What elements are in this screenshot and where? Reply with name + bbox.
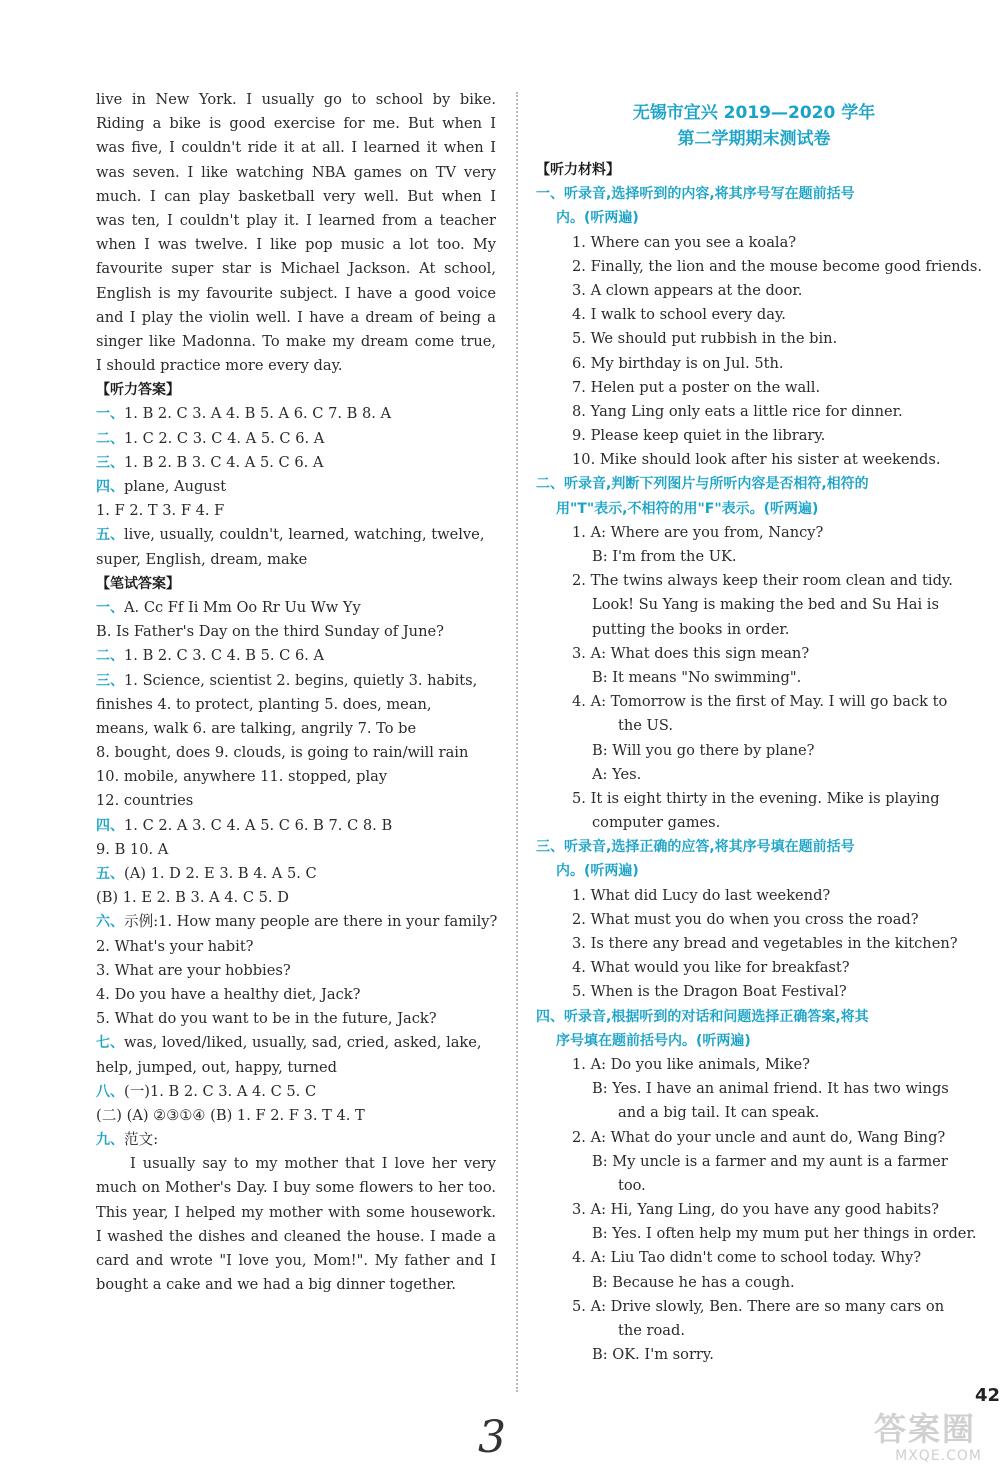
answer-mark: 二、 [96,648,124,665]
written-answers [96,596,496,1152]
answer-text: 示例:1. How many people are there in your family? [124,913,498,931]
section2-title-cont: 用"T"表示,不相符的用"F"表示。(听两遍) [556,500,819,517]
dialogue-line: the US. [618,717,673,735]
answer-row [96,959,496,983]
listening-answers [96,402,496,571]
answer-mark: 七、 [96,1035,124,1052]
answer-row [96,862,496,886]
dialogue-line: B: Yes. I often help my mum put her things in order. [592,1225,977,1243]
dialogue-line: the road. [618,1322,685,1339]
answer-row [96,1031,496,1055]
answer-text: 9. B 10. A [96,840,169,858]
handwritten-mark: 3 [478,1412,506,1463]
passage-line: was five, I couldn't ride it at all. I learned it when I [96,139,496,157]
answer-mark: 二、 [96,430,124,447]
answer-text: 2. What's your habit? [96,937,254,955]
page-number: 42 [974,1385,1000,1406]
list-item: 3. A clown appears at the door. [572,281,803,299]
dialogue-line: B: OK. I'm sorry. [592,1346,714,1364]
section4-title: 四、听录音,根据听到的对话和问题选择正确答案,将其 [536,1008,869,1025]
answer-row [96,596,496,620]
answer-text: 8. bought, does 9. clouds, is going to rain/will rain [96,744,469,762]
answer-text: 10. mobile, anywhere 11. stopped, play [96,768,388,786]
watermark-logo: 答案圈 [873,1410,976,1448]
answer-text: (A) 1. D 2. E 3. B 4. A 5. C [124,865,317,882]
test-title-line2: 第二学期期末测试卷 [677,129,831,149]
passage-line: I should practice more every day. [96,357,343,375]
section2-items [536,521,972,835]
passage-line: was ten, I couldn't play it. I learned from a teacher [96,211,496,229]
section3-title: 三、听录音,选择正确的应答,将其序号填在题前括号 [536,839,855,856]
section3-items [536,884,972,1005]
listening-passage [96,88,496,378]
answer-row [96,523,496,547]
answer-text: finishes 4. to protect, planting 5. does, mean, [96,695,432,713]
answer-text: 1. F 2. T 3. F 4. F [96,502,225,520]
list-item: 8. Yang Ling only eats a little rice for dinner. [572,402,903,420]
answer-row [96,717,496,741]
answer-row [96,741,496,765]
dialogue-line: B: Because he has a cough. [592,1273,795,1291]
passage-line: when I was twelve. I like pop music a lot too. My [96,236,496,254]
test-title-line1: 无锡市宜兴 2019—2020 学年 [632,103,876,123]
answer-row [96,475,496,499]
list-item: 9. Please keep quiet in the library. [572,427,826,445]
dialogue-line: B: Will you go there by plane? [592,741,815,759]
answer-mark: 八、 [96,1083,124,1100]
answer-text: 12. countries [96,792,194,810]
dialogue-line: 1. A: Do you like animals, Mike? [572,1055,810,1073]
answer-text: 1. B 2. C 3. C 4. B 5. C 6. A [124,647,325,665]
answer-text: means, walk 6. are talking, angrily 7. To be [96,719,417,737]
left-column [96,88,496,1297]
dialogue-line: A: Yes. [592,765,642,783]
listening-material-title: 【听力材料】 [536,162,620,178]
answer-row [96,789,496,813]
dialogue-line: B: I'm from the UK. [592,548,737,565]
answer-row [96,838,496,862]
written-answers-title: 【笔试答案】 [96,575,180,592]
answer-mark: 五、 [96,866,124,882]
answer-mark: 六、 [96,914,124,931]
answer-row [96,886,496,910]
dialogue-line: and a big tail. It can speak. [618,1104,820,1122]
answer-mark: 三、 [96,454,124,471]
answer-row [96,548,496,572]
section4-items [536,1053,977,1367]
answer-row [96,693,496,717]
section4-title-cont: 序号填在题前括号内。(听两遍) [556,1032,751,1049]
dialogue-line: 3. A: Hi, Yang Ling, do you have any good habits? [572,1201,939,1219]
answer-text: plane, August [124,478,227,495]
answer-text: live, usually, couldn't, learned, watching, twelve, [124,526,485,544]
answer-text: 4. Do you have a healthy diet, Jack? [96,985,361,1003]
answer-row [96,451,496,475]
answer-mark: 三、 [96,672,124,689]
answer-row [96,644,496,668]
passage-line: Riding a bike is good exercise for me. But when I [96,115,496,133]
passage-line: singer like Madonna. To make my dream come true, [96,332,496,350]
answer-text: A. Cc Ff Ii Mm Oo Rr Uu Ww Yy [124,598,361,616]
list-item: 5. When is the Dragon Boat Festival? [572,983,847,1001]
right-column [536,100,982,1367]
dialogue-line: B: It means "No swimming". [592,668,802,686]
list-item: 6. My birthday is on Jul. 5th. [572,354,784,372]
answer-mark: 四、 [96,817,124,834]
answer-mark: 五、 [96,527,124,544]
answer-row [96,910,496,934]
answer-text: B. Is Father's Day on the third Sunday of June? [96,623,444,641]
answer-text: super, English, dream, make [96,550,308,568]
answer-mark: 一、 [96,406,124,423]
answer-mark: 九、 [96,1132,124,1149]
answer-row [96,669,496,693]
answer-mark: 四、 [96,479,124,495]
answer-text: help, jumped, out, happy, turned [96,1058,337,1076]
answer-text: (二) (A) ②③①④ (B) 1. F 2. F 3. T 4. T [96,1106,365,1124]
answer-text: 1. Science, scientist 2. begins, quietly 3. habits, [124,671,478,689]
dialogue-line: 5. A: Drive slowly, Ben. There are so many cars on [572,1297,945,1315]
answer-text: 1. B 2. B 3. C 4. A 5. C 6. A [124,453,324,471]
list-item: 1. What did Lucy do last weekend? [572,886,831,904]
list-item: 7. Helen put a poster on the wall. [572,378,821,396]
answer-mark: 一、 [96,599,124,616]
watermark-url: MXQE.COM [895,1448,982,1464]
dialogue-line: B: Yes. I have an animal friend. It has two wings [592,1080,949,1098]
dialogue-line: 2. A: What do your uncle and aunt do, Wang Bing? [572,1128,946,1146]
list-item: 3. Is there any bread and vegetables in the kitchen? [572,935,958,952]
answer-row [96,765,496,789]
dialogue-line: computer games. [592,814,721,832]
passage-line: and I play the violin well. I have a dream of being a [96,308,496,326]
passage-line: favourite super star is Michael Jackson. At school, [96,260,496,278]
dialogue-line: 4. A: Tomorrow is the first of May. I will go back to [572,693,948,711]
answer-text: 1. B 2. C 3. A 4. B 5. A 6. C 7. B 8. A [124,405,392,423]
passage-line: live in New York. I usually go to school by bike. [96,91,496,108]
answer-row [96,1128,496,1152]
list-item: 1. Where can you see a koala? [572,233,797,251]
answer-text: 1. C 2. C 3. C 4. A 5. C 6. A [124,429,325,447]
dialogue-line: too. [618,1176,646,1194]
list-item: 2. What must you do when you cross the road? [572,910,919,928]
passage-line: English is my favourite subject. I have a good voice [96,284,496,302]
answer-row [96,814,496,838]
answer-text: (一)1. B 2. C 3. A 4. C 5. C [124,1082,317,1100]
answer-row [96,935,496,959]
answer-row [96,499,496,523]
answer-row [96,620,496,644]
section3-title-cont: 内。(听两遍) [556,863,639,880]
passage-line: was seven. I like watching NBA games on TV very [96,163,496,181]
dialogue-line: 1. A: Where are you from, Nancy? [572,523,824,541]
dialogue-line: Look! Su Yang is making the bed and Su Hai is [592,596,939,614]
answer-row [96,1056,496,1080]
section1-items [536,231,982,473]
dialogue-line: 5. It is eight thirty in the evening. Mike is playing [572,789,940,807]
passage-line: much. I can play basketball very well. But when I [96,187,496,205]
answer-row [96,1080,496,1104]
list-item: 5. We should put rubbish in the bin. [572,330,838,348]
list-item: 2. Finally, the lion and the mouse become good friends. [572,257,982,275]
list-item: 4. I walk to school every day. [572,306,786,324]
answer-row [96,427,496,451]
sample-essay: I usually say to my mother that I love her very much on Mother's Day. I buy some flowers to her too. This year, I helped my mother with some housework. I washed the dishes and cleaned the house. I made a card and wrote "I love you, Mom!". My father and I bought a cake and we had a big dinner together. [96,1155,496,1294]
dialogue-line: 3. A: What does this sign mean? [572,644,810,662]
section1-title: 一、听录音,选择听到的内容,将其序号写在题前括号 [536,186,855,203]
dialogue-line: 4. A: Liu Tao didn't come to school today. Why? [572,1249,922,1267]
dialogue-line: 2. The twins always keep their room clean and tidy. [572,572,953,590]
section2-title: 二、听录音,判断下列图片与所听内容是否相符,相符的 [536,476,869,493]
answer-text: was, loved/liked, usually, sad, cried, asked, lake, [124,1034,482,1052]
list-item: 10. Mike should look after his sister at weekends. [572,451,941,469]
answer-text: 1. C 2. A 3. C 4. A 5. C 6. B 7. C 8. B [124,816,393,834]
answer-text: 3. What are your hobbies? [96,961,291,979]
section1-title-cont: 内。(听两遍) [556,210,639,227]
answer-text: 范文: [124,1131,159,1149]
answer-row [96,1007,496,1031]
listening-answers-title: 【听力答案】 [96,382,180,399]
answer-row [96,1104,496,1128]
list-item: 4. What would you like for breakfast? [572,959,850,977]
answer-row [96,402,496,426]
dialogue-line: putting the books in order. [592,620,790,638]
answer-row [96,983,496,1007]
answer-text: 5. What do you want to be in the future, Jack? [96,1010,437,1028]
dialogue-line: B: My uncle is a farmer and my aunt is a farmer [592,1152,948,1170]
column-divider [516,92,518,1392]
answer-text: (B) 1. E 2. B 3. A 4. C 5. D [96,889,289,907]
